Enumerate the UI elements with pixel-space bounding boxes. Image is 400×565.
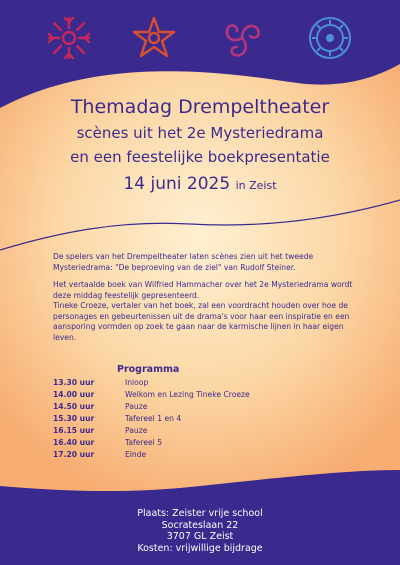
program-time: 16.15 uur: [53, 426, 95, 435]
program-time: 14.50 uur: [53, 402, 95, 411]
subtitle-line-2: en een feestelijke boekpresentatie: [70, 148, 330, 166]
triple-swirl-emblem-icon: [218, 14, 266, 62]
event-date: 14 juni 2025: [123, 174, 231, 194]
program-desc: Pauze: [125, 426, 148, 435]
program-time: 15.30 uur: [53, 414, 95, 423]
footer-costs: Kosten: vrijwillige bijdrage: [137, 542, 263, 554]
program-time: 17.20 uur: [53, 450, 95, 459]
zodiac-circle-emblem-icon: [306, 14, 354, 62]
date-line: [0, 172, 400, 198]
footer-street: Socrateslaan 22: [161, 519, 239, 531]
subtitle-line-1: scènes uit het 2e Mysteriedrama: [76, 124, 324, 142]
title-block: [0, 95, 400, 198]
program-desc: Einde: [125, 450, 147, 459]
footer-postcode: 3707 GL Zeist: [166, 531, 234, 542]
description: [53, 252, 353, 350]
program-desc: Inloop: [125, 378, 149, 387]
sun-rays-emblem-icon: [45, 14, 93, 62]
description-paragraph-2: Het vertaalde boek van Wilfried Hammacher over het 2e Mysteriedrama wordt deze middag feestelijk gepresenteerd.: [53, 280, 353, 300]
page-title: Themadag Drempeltheater: [70, 96, 330, 118]
event-place: in Zeist: [235, 179, 277, 192]
emblem-row: [0, 0, 400, 75]
program-time: 14.00 uur: [53, 390, 95, 399]
footer-info: [0, 508, 400, 554]
footer-location: Plaats: Zeister vrije school: [137, 508, 263, 519]
description-paragraph-3: Tineke Croeze, vertaler van het boek, zal een voordracht houden over hoe de personages en gebeurtenissen uit de drama's voor haar een inspiratie en een aansporing vormden op zoek te gaan naar de karmische lijnen in haar eigen leven.: [53, 301, 350, 342]
program-time: 16.40 uur: [53, 438, 95, 447]
program-time: 13.30 uur: [53, 378, 95, 387]
program-desc: Tafereel 5: [125, 438, 163, 447]
program-desc: Pauze: [125, 402, 148, 411]
program-title: Programma: [117, 364, 180, 375]
program-desc: Welkom en Lezing Tineke Croeze: [125, 390, 250, 399]
description-paragraph-1: De spelers van het Drempeltheater laten scènes zien uit het tweede Mysteriedrama: "De beproeving van de ziel" van Rudolf Steiner.: [53, 252, 314, 272]
star-flower-emblem-icon: [130, 14, 178, 62]
program-desc: Tafereel 1 en 4: [125, 414, 182, 423]
